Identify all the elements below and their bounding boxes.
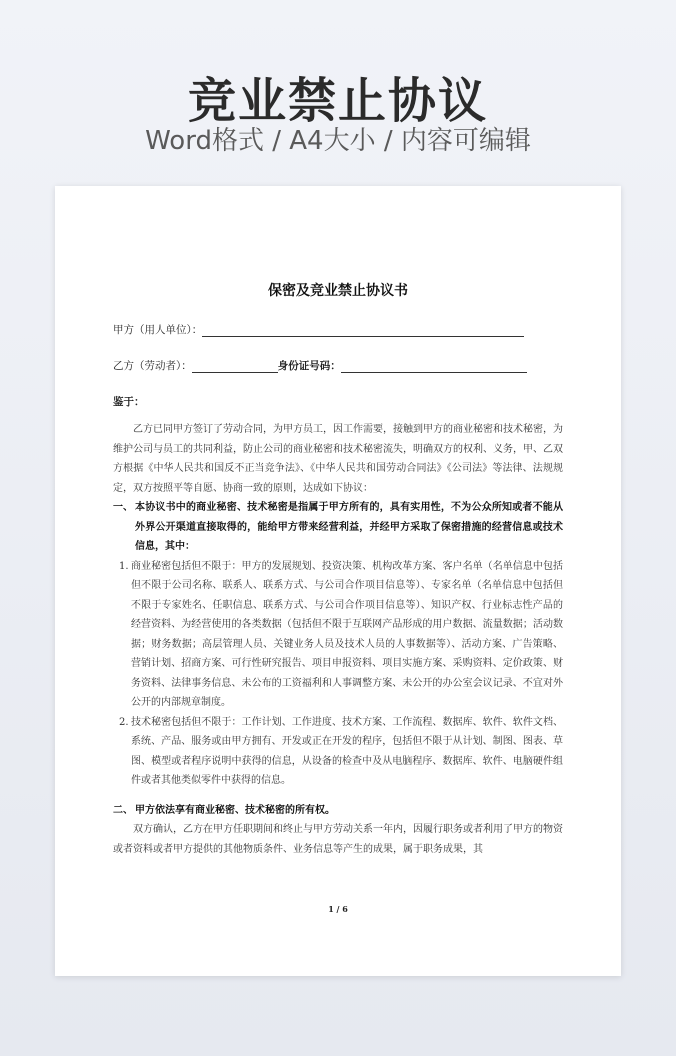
document-title: 保密及竞业禁止协议书 (268, 283, 408, 299)
item-2 (119, 713, 563, 791)
clause-2 (113, 801, 563, 821)
hero-title: 竞业禁止协议 (187, 73, 488, 129)
clause-1-number: 一、 (113, 502, 133, 513)
document-page (55, 186, 621, 976)
party-b-field (113, 358, 527, 373)
hero-subtitle: Word格式 / A4大小 / 内容可编辑 (145, 126, 531, 156)
clause-1 (113, 498, 563, 557)
party-a-label: 甲方（用人单位）： (113, 324, 203, 336)
party-a-field (113, 322, 524, 337)
clause-1-text: 本协议书中的商业秘密、技术秘密是指属于甲方所有的，具有实用性，不为公众所知或者不能从外界公开渠道直接取得的，能给甲方带来经营利益，并经甲方采取了保密措施的经营信息或技术信息，其中： (135, 502, 563, 552)
page-number: 1 / 6 (328, 904, 348, 914)
intro-paragraph: 乙方已同甲方签订了劳动合同，为甲方员工，因工作需要，接触到甲方的商业秘密和技术秘密，为维护公司与员工的共同利益，防止公司的商业秘密和技术秘密流失，明确双方的权利、义务，甲、乙双方根据《中华人民共和国反不正当竞争法》、《中华人民共和国劳动合同法》《公司法》等法律、法规规定，双方按照平等自愿、协商一致的原则，达成如下协议： (113, 424, 563, 494)
item-1-number: 1. (119, 560, 129, 572)
clause-2-number: 二、 (113, 804, 133, 816)
item-2-number: 2. (119, 716, 129, 728)
id-blank[interactable] (341, 361, 527, 373)
party-b-label: 乙方（劳动者）： (113, 360, 192, 372)
document-body (113, 420, 563, 859)
clause-2-heading: 甲方依法享有商业秘密、技术秘密的所有权。 (135, 804, 335, 816)
preface-label: 鉴于： (113, 396, 145, 408)
party-b-blank[interactable] (192, 361, 278, 373)
id-label: 身份证号码： (277, 360, 341, 372)
clause-2-paragraph: 双方确认，乙方在甲方任职期间和终止与甲方劳动关系一年内，因履行职务或者利用了甲方的物资或者资料或者甲方提供的其他物质条件、业务信息等产生的成果，属于职务成果，其 (113, 824, 563, 855)
party-a-blank[interactable] (202, 325, 524, 337)
item-1-text: 商业秘密包括但不限于：甲方的发展规划、投资决策、机构改革方案、客户名单（名单信息中包括但不限于公司名称、联系人、联系方式、与公司合作项目信息等）、专家名单（名单信息中包括但不限于专家姓名、任职信息、联系方式、与公司合作项目信息等）、知识产权、行业标志性产品的经营资料、为经营使用的各类数据（包括但不限于互联网产品形成的用户数据、流量数据；活动数据；财务数据；高层管理人员、关键业务人员及技术人员的人事数据等）、活动方案、广告策略、营销计划、招商方案、可行性研究报告、项目申报资料、项目实施方案、采购资料、定价政策、财务资料、法律事务信息、未公布的工资福利和人事调整方案、未公开的办公室会议记录、不宜对外公开的内部规章制度。 (131, 560, 563, 708)
item-2-text: 技术秘密包括但不限于：工作计划、工作进度、技术方案、工作流程、数据库、软件、软件文档、系统、产品、服务或由甲方拥有、开发或正在开发的程序，包括但不限于从计划、制图、图表、草图、模型或者程序说明中获得的信息，从设备的检查中及从电脑程序、数据库、软件、电脑硬件组件或者其他类似零件中获得的信息。 (131, 716, 563, 786)
item-1 (119, 557, 563, 713)
